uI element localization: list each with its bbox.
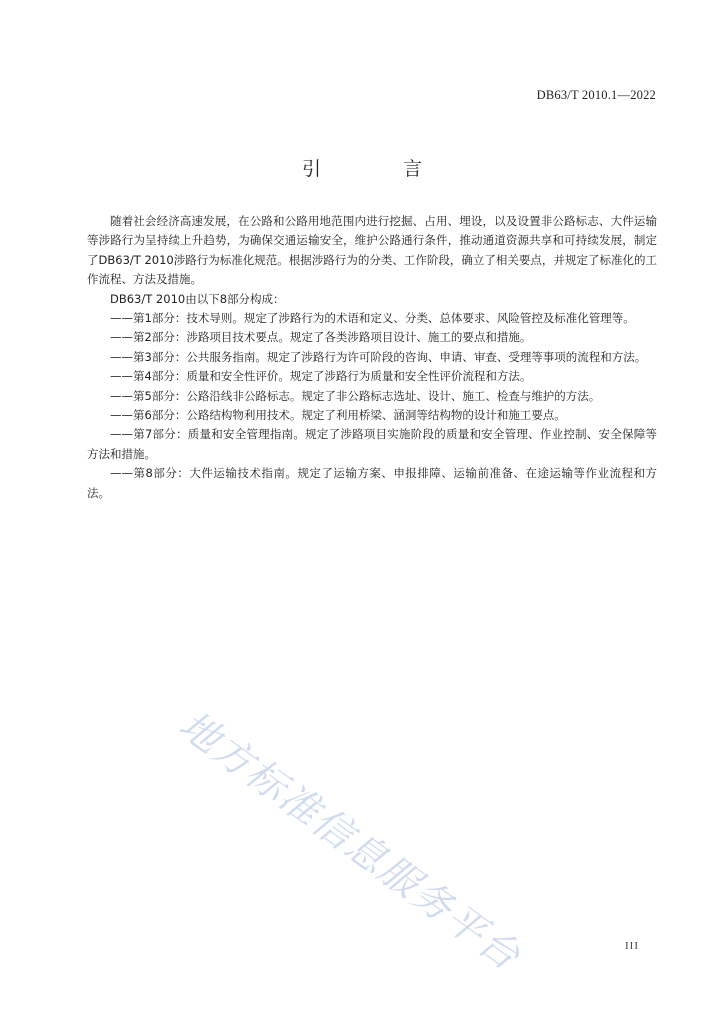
standard-code: DB63/T 2010.1—2022 — [536, 88, 656, 102]
part-item: ——第5部分：公路沿线非公路标志。规定了非公路标志选址、设计、施工、检查与维护的方法。 — [110, 388, 601, 403]
intro-paragraph: 随着社会经济高速发展，在公路和公路用地范围内进行挖掘、占用、埋设，以及设置非公路标志、大件运输等涉路行为呈持续上升趋势，为确保交通运输安全，维护公路通行条件，推动通道资源共享和可持续发展，制定了DB63/T 2010涉路行为标准化规范。根据涉路行为的分类、工作阶段，确立了相关要点，并规定了标准化的工作流程、方法及措施。 — [87, 214, 657, 287]
part-item: ——第2部分：涉路项目技术要点。规定了各类涉路项目设计、施工的要点和措施。 — [110, 330, 532, 345]
part-item: ——第7部分：质量和安全管理指南。规定了涉路项目实施阶段的质量和安全管理、作业控制、安全保障等方法和措施。 — [87, 427, 657, 461]
page-number: III — [625, 940, 639, 952]
part-item: ——第3部分：公共服务指南。规定了涉路行为许可阶段的咨询、申请、审查、受理等事项的流程和方法。 — [110, 349, 647, 364]
watermark: 地方标准信息服务平台 — [170, 702, 529, 981]
part-item: ——第1部分：技术导则。规定了涉路行为的术语和定义、分类、总体要求、风险管控及标准化管理等。 — [110, 311, 635, 326]
structure-paragraph: DB63/T 2010由以下8部分构成： — [110, 291, 285, 306]
body-text — [87, 212, 657, 503]
page-title: 引 言 — [301, 158, 461, 180]
part-item: ——第6部分：公路结构物利用技术。规定了利用桥梁、涵洞等结构物的设计和施工要点。 — [110, 408, 566, 423]
part-item: ——第8部分：大件运输技术指南。规定了运输方案、申报排障、运输前准备、在途运输等作业流程和方法。 — [87, 466, 657, 500]
part-item: ——第4部分：质量和安全性评价。规定了涉路行为质量和安全性评价流程和方法。 — [110, 369, 532, 384]
